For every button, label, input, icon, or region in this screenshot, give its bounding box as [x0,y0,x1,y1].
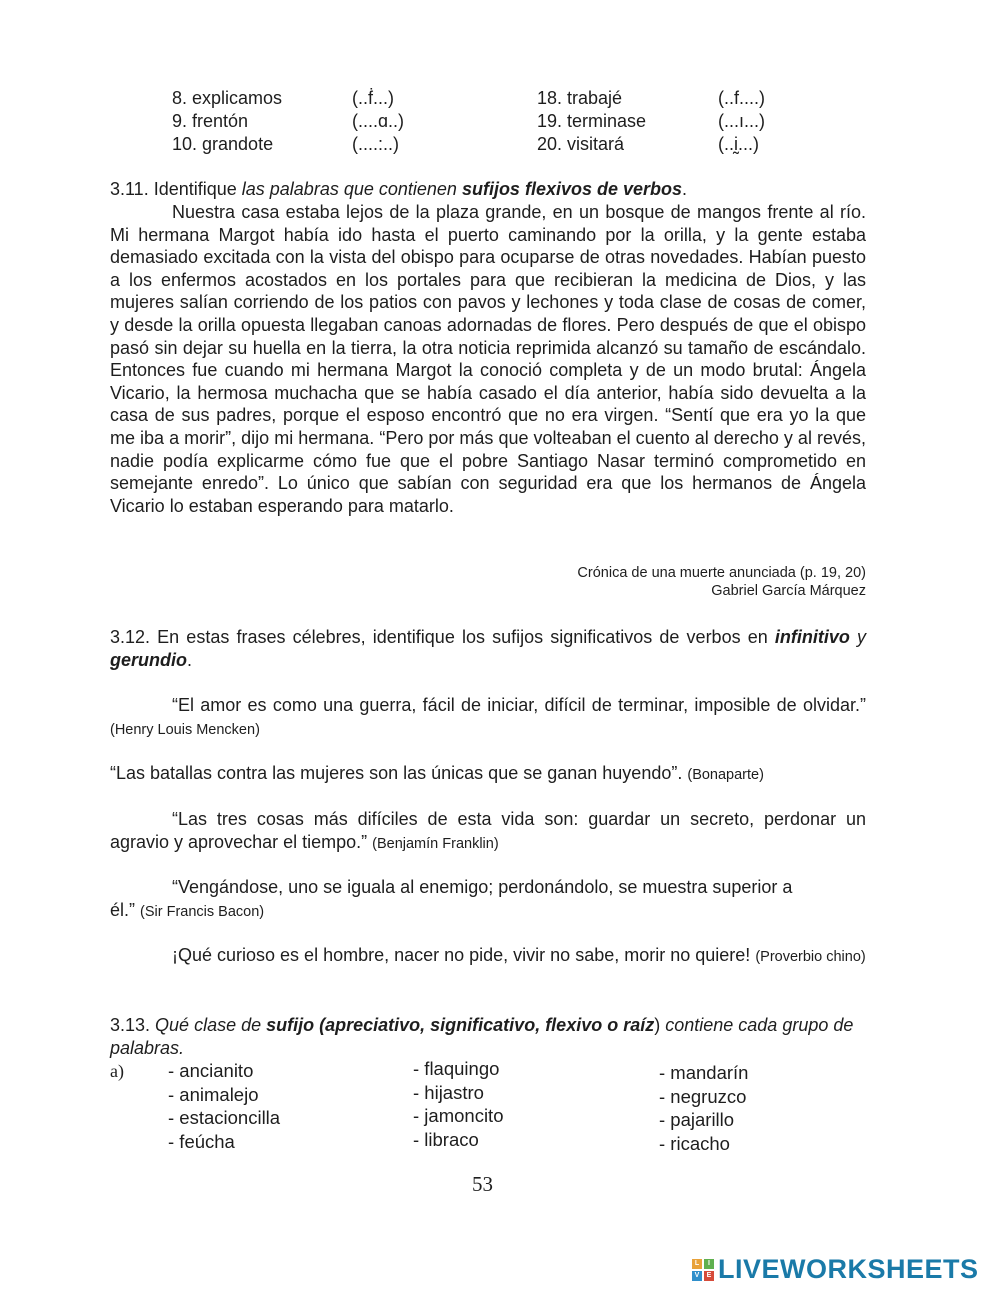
exercise-3-12-heading [110,626,866,671]
heading-italic-end: contiene cada grupo de palabras. [110,1015,854,1058]
word-item: - negruzco [659,1085,747,1107]
answer-blank[interactable]: (....:..) [352,134,399,154]
passage: Nuestra casa estaba lejos de la plaza grande, en un bosque de mangos frente al río. Mi hermana Margot había ido hasta el puerto caminando por la orilla, y la gente estaba demasiado excitada con la vista del obispo para ocuparse de otras novedades. Habían puesto a los enfermos acostados en los portales para que recibieran la medicina de Dios, y las mujeres salían corriendo de los patios con pavos y lechones y toda clase de cosas de comer, y desde la orilla opuesta llegaban canoas adornadas de flores. Pero después de que el obispo pasó sin dejar su huella en la tierra, la otra noticia reprimida alcanzó su tamaño de escándalo. Entonces fue cuando mi hermana Margot la conoció completa y de un modo brutal: Ángela Vicario, la hermosa muchacha que se había casado el día anterior, había sido devuelta a la casa de sus padres, porque el esposo encontró que no era virgen. “Sentí que era yo la que me iba a morir”, dijo mi hermana. “Pero por más que volteaban el cuento al derecho y al revés, nadie podía explicarme cómo fue que el pobre Santiago Nasar terminó comprometido en semejante enredo”. Lo único que sabían con seguridad era que los hermanos de Ángela Vicario lo estaban esperando para matarlo. [110,202,866,516]
heading-bold-sufijo: sufijo [266,1015,315,1035]
quote-text: “El amor es como una guerra, fácil de iniciar, difícil de terminar, imposible de olvidar.” [172,695,866,715]
group-label: a) [110,1061,124,1081]
list-item-right: 18. trabajé [537,88,623,108]
exercise-3-13-heading [110,1014,866,1059]
heading-italic: las palabras que contienen [241,179,462,199]
quote-text: “Las tres cosas más difíciles de esta vida son: guardar un secreto, perdonar un agravio y aprovechar el tiempo.” [110,809,866,852]
quote-text: “Vengándose, uno se iguala al enemigo; perdonándolo, se muestra superior a él.” [110,877,793,920]
word-column-2 [413,1057,503,1151]
quote-author: (Sir Francis Bacon) [140,903,265,920]
heading-italic: Qué clase de [155,1015,267,1035]
word-item: - jamoncito [413,1105,504,1126]
logo-icon: L I V E [692,1259,714,1281]
list-item-left: 10. grandote [172,134,274,154]
heading-end: . [187,649,193,670]
heading-prefix: 3.11. Identifique [110,179,242,199]
word-column-1 [168,1059,280,1153]
list-item-right: 19. terminase [537,111,647,131]
word-item: - animalejo [168,1083,259,1105]
heading-bold-gerundio: gerundio [110,649,187,670]
answer-blank[interactable]: (...ı...) [718,111,765,131]
source-author: Gabriel García Márquez [711,583,866,599]
heading-prefix: 3.13. [110,1015,156,1035]
quote-author: (Bonaparte) [687,767,764,783]
quote-2 [110,762,866,787]
heading-bold-infinitivo: infinitivo [774,627,850,647]
answer-blank[interactable]: (..f....) [718,88,765,108]
exercise-3-11-heading [110,178,687,200]
word-item: - flaquingo [413,1058,500,1079]
quote-author: (Henry Louis Mencken) [110,721,260,738]
quote-1 [110,694,866,741]
quote-author: (Proverbio chino) [755,949,866,965]
heading-bold-italic: sufijos flexivos de verbos [461,179,683,199]
word-item: - mandarín [659,1062,749,1083]
heading-italic: y [849,627,866,647]
liveworksheets-logo [692,1254,979,1285]
word-column-3 [659,1061,748,1155]
list-item-left: 9. frentón [172,111,249,131]
quote-4 [110,876,810,923]
quote-text: ¡Qué curioso es el hombre, nacer no pide, vivir no sabe, morir no quiere! [172,945,751,965]
list-item-right: 20. visitará [537,134,625,154]
heading-prefix: 3.12. En estas frases célebres, identifique los sufijos significativos de verbos en [110,627,775,647]
quote-5 [110,944,866,969]
word-item: - pajarillo [659,1109,735,1130]
quote-text: “Las batallas contra las mujeres son las únicas que se ganan huyendo”. [110,763,683,783]
quote-3 [110,808,866,855]
list-item-left: 8. explicamos [172,88,283,108]
answer-blank[interactable]: (....ɑ..) [352,111,405,131]
page-number: 53 [472,1172,493,1196]
word-item: - ancianito [168,1060,254,1081]
heading-end: . [682,179,688,199]
heading-close: ) [654,1015,661,1035]
answer-blank[interactable]: (..ḭ...) [718,134,759,154]
logo-text: LIVEWORKSHEETS [718,1254,979,1284]
word-item: - libraco [413,1128,479,1150]
word-item: - feúcha [168,1130,235,1152]
heading-bold-options: (apreciativo, significativo, flexivo o raíz [314,1015,655,1035]
word-item: - ricacho [659,1132,730,1154]
word-item: - estacioncilla [168,1107,281,1128]
word-item: - hijastro [413,1081,484,1103]
source-title: Crónica de una muerte anunciada (p. 19, 20) [577,565,866,581]
quote-author: (Benjamín Franklin) [372,835,499,852]
exercise-3-11-text [110,201,866,517]
answer-blank[interactable]: (..ḟ...) [352,88,394,108]
